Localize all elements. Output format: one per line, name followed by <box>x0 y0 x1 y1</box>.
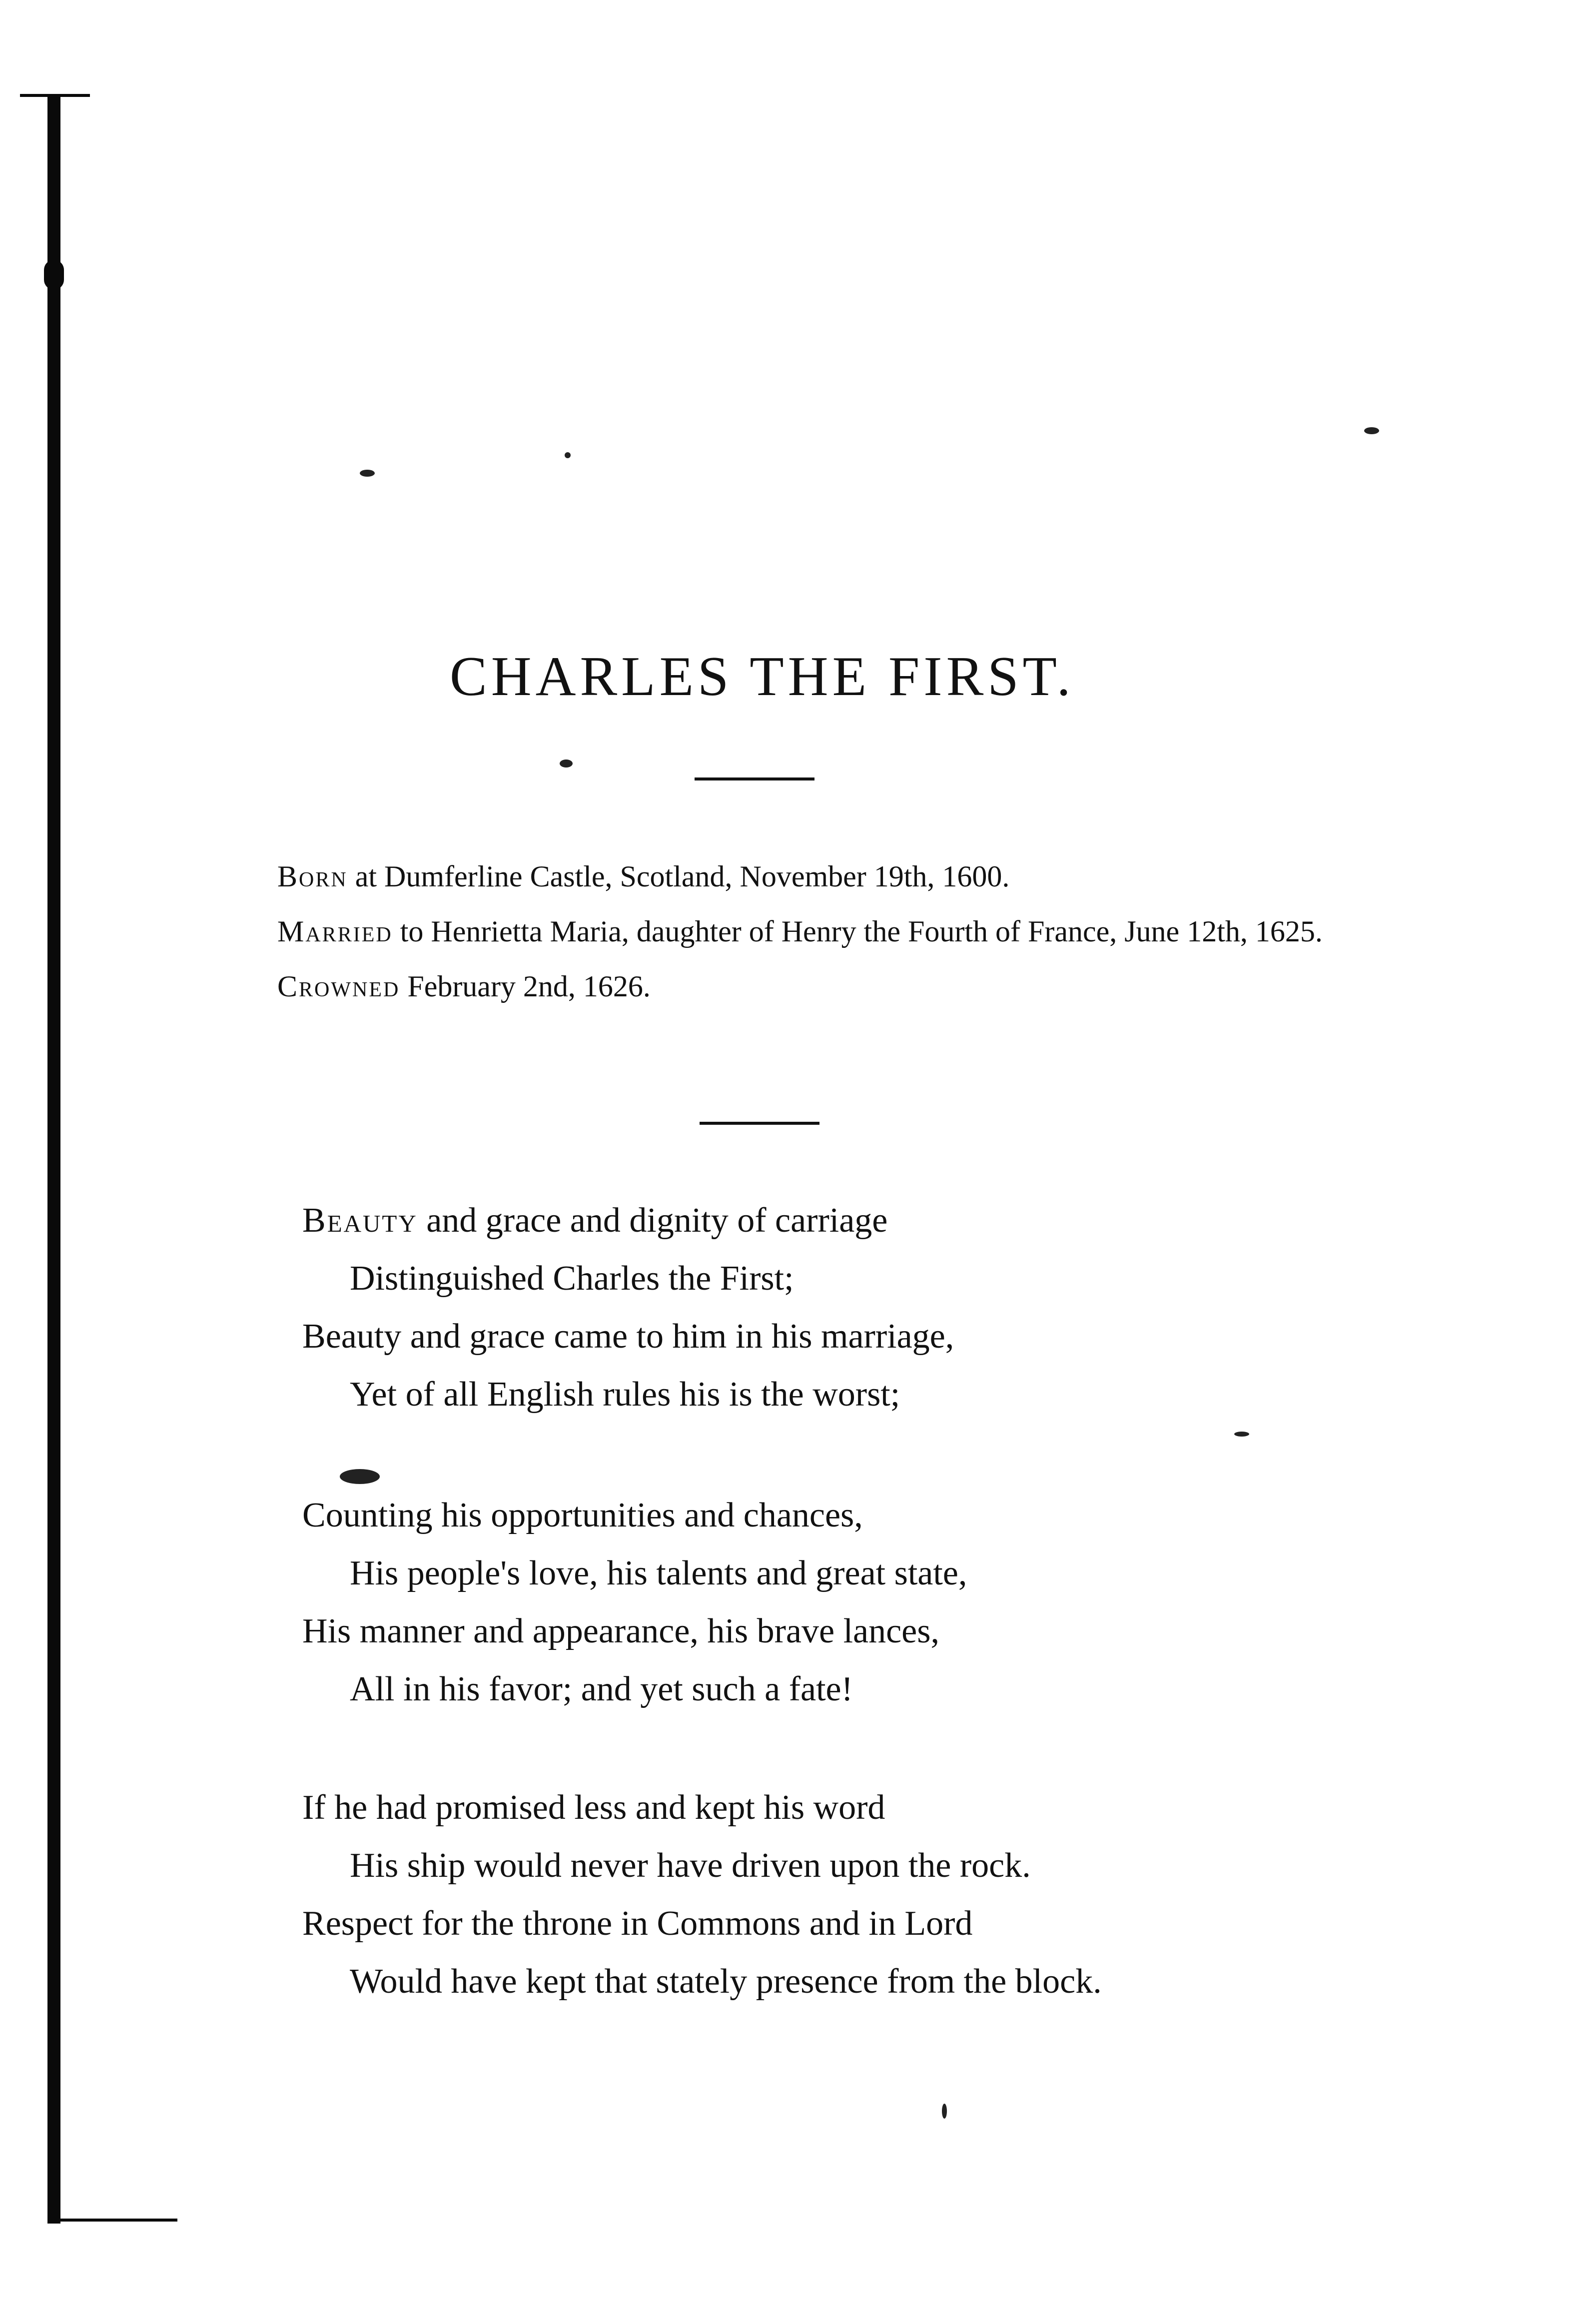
biographical-facts <box>277 854 1327 1019</box>
poem-line: Respect for the throne in Commons and in Lord <box>302 1904 973 1943</box>
poem-line: His manner and appearance, his brave lances, <box>302 1612 939 1650</box>
poem-stanza <box>302 1779 1352 2011</box>
fact-text: February 2nd, 1626. <box>400 970 651 1003</box>
poem-stanza <box>302 1192 1352 1424</box>
fact-text: to Henrietta Maria, daughter of Henry the Fourth of France, June 12th, 1625. <box>392 915 1323 948</box>
print-speck <box>340 1469 380 1484</box>
poem-line: Counting his opportunities and chances, <box>302 1496 863 1534</box>
print-speck <box>560 760 573 767</box>
fact-label: Married <box>277 915 393 948</box>
fact-crowned <box>277 964 1327 1008</box>
binding-mark <box>44 260 64 290</box>
binding-edge-bottom <box>47 2219 177 2222</box>
page-title: CHARLES THE FIRST. <box>450 646 1075 708</box>
fact-born <box>277 854 1327 898</box>
poem-line: His people's love, his talents and great state, <box>350 1554 967 1592</box>
poem-line-text: and grace and dignity of carriage <box>417 1201 888 1240</box>
poem-line: His ship would never have driven upon the rock. <box>350 1846 1031 1885</box>
print-speck <box>360 470 375 477</box>
print-speck <box>942 2104 947 2119</box>
poem-line: Beauty and grace came to him in his marriage, <box>302 1317 954 1356</box>
poem-first-word: Beauty <box>302 1201 418 1240</box>
fact-label: Born <box>277 860 348 893</box>
fact-label: Crowned <box>277 970 400 1003</box>
poem-stanza <box>302 1487 1352 1718</box>
poem-line: All in his favor; and yet such a fate! <box>350 1670 853 1708</box>
poem-line: Yet of all English rules his is the worst; <box>350 1375 900 1414</box>
fact-text: at Dumferline Castle, Scotland, November 19th, 1600. <box>347 860 1010 893</box>
poem-line: Would have kept that stately presence from the block. <box>350 1962 1102 2001</box>
print-speck <box>1234 1432 1249 1437</box>
binding-edge <box>47 95 60 2224</box>
fact-married <box>277 909 1327 953</box>
section-rule <box>700 1122 819 1125</box>
poem-line: If he had promised less and kept his word <box>302 1788 885 1827</box>
print-speck <box>565 452 571 458</box>
poem-line: Distinguished Charles the First; <box>350 1259 794 1298</box>
title-rule <box>695 777 814 780</box>
poem-line <box>302 1192 1352 1250</box>
print-speck <box>1364 427 1379 434</box>
